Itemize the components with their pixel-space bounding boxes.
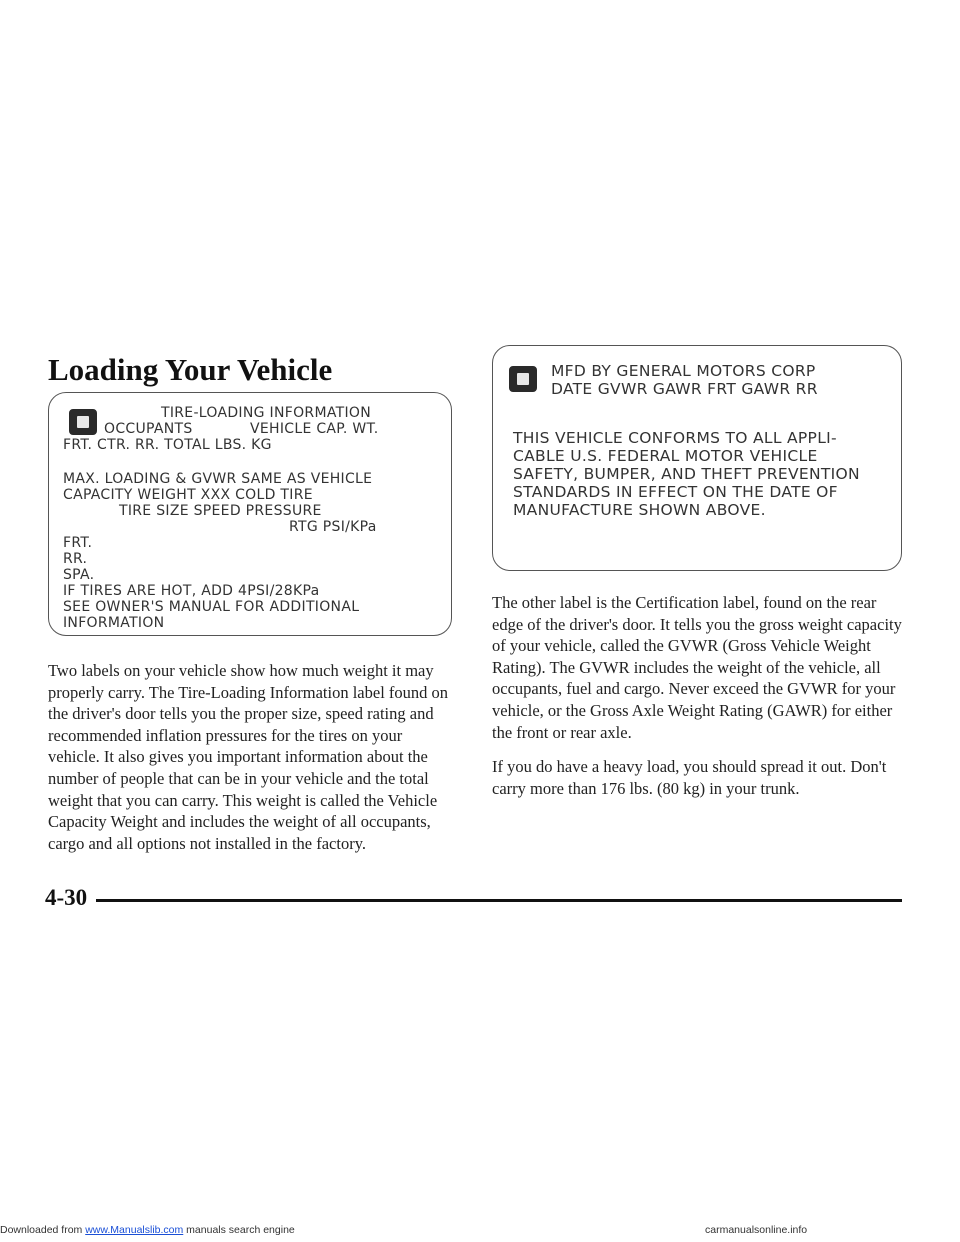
tire-loading-label: [48, 392, 452, 636]
watermark-link[interactable]: www.Manualslib.com: [85, 1224, 184, 1236]
cert-label-line: STANDARDS IN EFFECT ON THE DATE OF: [513, 483, 838, 501]
tire-label-line: SPA.: [63, 567, 95, 583]
tire-label-line: MAX. LOADING & GVWR SAME AS VEHICLE: [63, 471, 373, 487]
cert-label-line: THIS VEHICLE CONFORMS TO ALL APPLI-: [513, 429, 837, 447]
left-paragraph: Two labels on your vehicle show how much weight it may properly carry. The Tire-Loading Information label found on the driver's door tells you the proper size, speed rating and recommended inflation pressures for the tires on your vehicle. It also gives you important information about the number of people that can be in your vehicle and the total weight that you can carry. This weight is called the Vehicle Capacity Weight and includes the weight of all occupants, cargo and all options not installed in the factory.: [48, 661, 449, 853]
tire-label-line: RTG PSI/KPa: [289, 519, 377, 535]
cert-label-line: DATE GVWR GAWR FRT GAWR RR: [551, 380, 818, 398]
tire-label-line: CAPACITY WEIGHT XXX COLD TIRE: [63, 487, 313, 503]
cert-label-line: CABLE U.S. FEDERAL MOTOR VEHICLE: [513, 447, 818, 465]
tire-label-line: OCCUPANTS: [104, 421, 193, 437]
tire-label-line: INFORMATION: [63, 615, 165, 631]
watermark-prefix: Downloaded from: [0, 1224, 86, 1236]
footer-rule: [96, 899, 902, 902]
tire-label-line: VEHICLE CAP. WT.: [250, 421, 379, 437]
tire-label-line: FRT.: [63, 535, 93, 551]
page-number: 4-30: [45, 885, 88, 910]
tire-label-line: TIRE-LOADING INFORMATION: [161, 405, 371, 421]
tire-label-line: RR.: [63, 551, 88, 567]
cert-label-line: MANUFACTURE SHOWN ABOVE.: [513, 501, 766, 519]
cert-label-line: SAFETY, BUMPER, AND THEFT PREVENTION: [513, 465, 860, 483]
download-watermark: [0, 1224, 295, 1236]
right-paragraph-2: If you do have a heavy load, you should spread it out. Don't carry more than 176 lbs. (80 kg) in your trunk.: [492, 757, 887, 798]
page-title: Loading Your Vehicle: [48, 352, 333, 387]
tire-label-line: SEE OWNER'S MANUAL FOR ADDITIONAL: [63, 599, 360, 615]
site-watermark: carmanualsonline.info: [705, 1224, 808, 1236]
right-paragraph-1: The other label is the Certification label, found on the rear edge of the driver's door. It tells you the gross weight capacity of your vehicle, called the GVWR (Gross Vehicle Weight Rating). The GVWR includes the weight of the vehicle, all occupants, fuel and cargo. Never exceed the GVWR for your vehicle, or the Gross Axle Weight Rating (GAWR) for either the front or rear axle.: [492, 593, 902, 742]
watermark-suffix: manuals search engine: [183, 1224, 295, 1236]
tire-label-line: IF TIRES ARE HOT, ADD 4PSI/28KPa: [63, 583, 320, 599]
tire-label-line: TIRE SIZE SPEED PRESSURE: [119, 503, 322, 519]
gm-logo-icon: [509, 366, 537, 392]
certification-label: [492, 345, 902, 571]
tire-label-line: FRT. CTR. RR. TOTAL LBS. KG: [63, 437, 272, 453]
cert-label-line: MFD BY GENERAL MOTORS CORP: [551, 362, 816, 380]
gm-logo-icon: [69, 409, 97, 435]
